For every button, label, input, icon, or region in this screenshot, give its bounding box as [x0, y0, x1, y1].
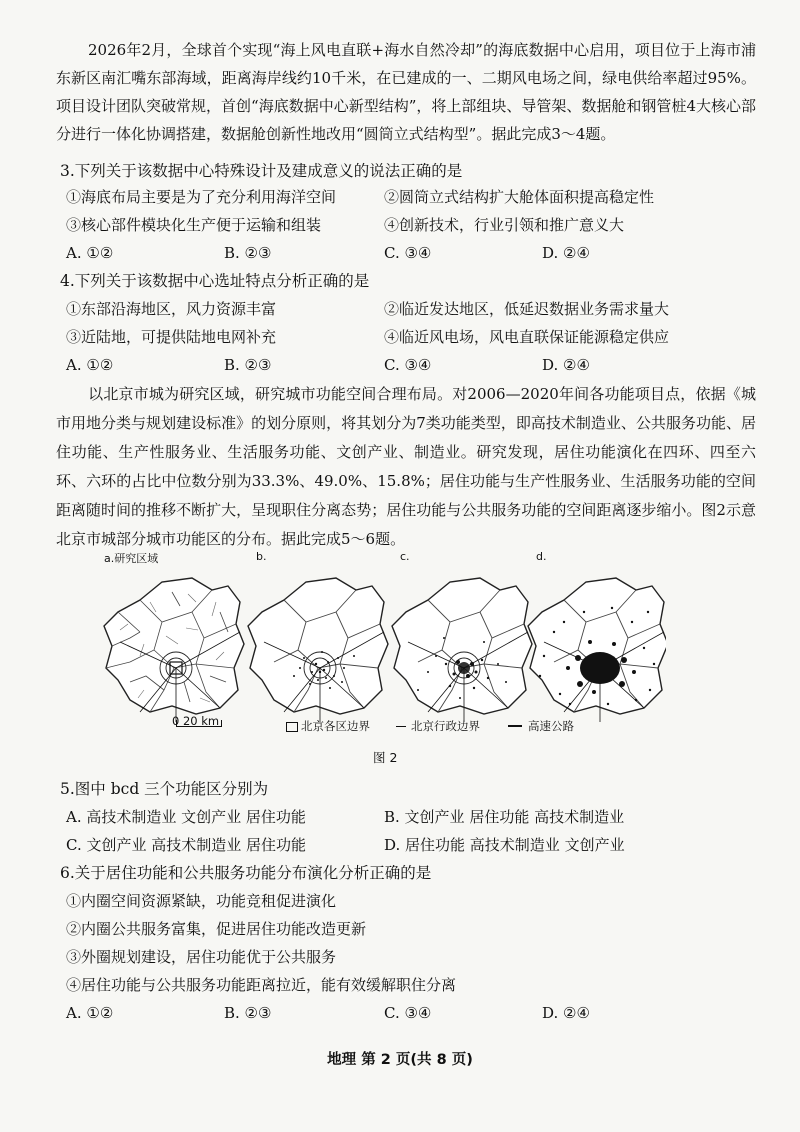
question-3-stem: 3.下列关于该数据中心特殊设计及建成意义的说法正确的是 — [60, 162, 463, 180]
q4-choice-c[interactable]: C. ③④ — [384, 356, 432, 374]
q6-item-1: ①内圈空间资源紧缺，功能竞租促进演化 — [66, 892, 337, 910]
q5-choice-d[interactable]: D. 居住功能 高技术制造业 文创产业 — [384, 836, 625, 854]
q6-choice-a[interactable]: A. ①② — [66, 1004, 114, 1022]
legend-boundary-icon — [396, 726, 406, 727]
page-footer: 地理 第 2 页(共 8 页) — [327, 1052, 473, 1068]
q4-item-2: ②临近发达地区，低延迟数据业务需求量大 — [384, 300, 670, 318]
legend-highway-icon — [508, 725, 522, 727]
q5-choice-c[interactable]: C. 文创产业 高技术制造业 居住功能 — [66, 836, 307, 854]
map-label-b: b. — [256, 550, 267, 563]
q6-item-4: ④居住功能与公共服务功能距离拉近，能有效缓解职住分离 — [66, 976, 457, 994]
q6-choice-b[interactable]: B. ②③ — [224, 1004, 272, 1022]
map-c — [392, 578, 532, 722]
question-5-stem: 5.图中 bcd 三个功能区分别为 — [60, 780, 269, 798]
map-d — [528, 578, 666, 722]
legend-highway: 高速公路 — [528, 719, 574, 733]
map-a — [104, 578, 244, 722]
figure-caption: 图 2 — [373, 750, 398, 765]
map-label-d: d. — [536, 550, 547, 563]
q4-item-4: ④临近风电场，风电直联保证能源稳定供应 — [384, 328, 670, 346]
q3-choice-a[interactable]: A. ①② — [66, 244, 114, 262]
passage-data-center: 2026年2月，全球首个实现“海上风电直联+海水自然冷却”的海底数据中心启用，项目位于上海市浦东新区南汇嘴东部海域，距离海岸线约10千米，在已建成的一、二期风电场之间，绿电供给率超过95%。项目设计团队突破常规，首创“海底数据中心新型结构”，将上部组块、导管架、数据舱和钢管桩4大核心部分进行一体化协调搭建，数据舱创新性地改用“圆筒立式结构型”。据此完成3～4题。 — [56, 41, 756, 143]
q3-choice-d[interactable]: D. ②④ — [542, 244, 590, 262]
legend-boundary: 北京行政边界 — [411, 719, 480, 733]
passage-beijing: 以北京市城为研究区域，研究城市功能空间合理布局。对2006—2020年间各功能项目点，依据《城市用地分类与规划建设标准》的划分原则，将其划分为7类功能类型，即高技术制造业、公共服务功能、居住功能、生产性服务业、生活服务功能、文创产业、制造业。研究发现，居住功能演化在四环、四至六环、六环的占比中位数分别为33.3%、49.0%、15.8%；居住功能与生产性服务业、生活服务功能的空间距离随时间的推移不断扩大，呈现职住分离态势；居住功能与公共服务功能的空间距离逐步缩小。图2示意北京市城部分城市功能区的分布。据此完成5～6题。 — [56, 385, 756, 548]
q3-choice-b[interactable]: B. ②③ — [224, 244, 272, 262]
map-label-c: c. — [400, 550, 410, 563]
question-6-stem: 6.关于居住功能和公共服务功能分布演化分析正确的是 — [60, 864, 432, 882]
legend-district: 北京各区边界 — [301, 719, 370, 733]
q6-item-2: ②内圈公共服务富集，促进居住功能改造更新 — [66, 920, 367, 938]
q5-choice-a[interactable]: A. 高技术制造业 文创产业 居住功能 — [66, 808, 306, 826]
scale-label: 0 20 km — [172, 714, 220, 728]
legend-district-icon — [286, 722, 298, 732]
q3-item-3: ③核心部件模块化生产便于运输和组装 — [66, 216, 322, 234]
map-label-a: a.研究区域 — [104, 552, 159, 565]
q4-item-1: ①东部沿海地区，风力资源丰富 — [66, 300, 277, 318]
q5-choice-b[interactable]: B. 文创产业 居住功能 高技术制造业 — [384, 808, 625, 826]
map-panels — [96, 568, 666, 738]
q4-item-3: ③近陆地，可提供陆地电网补充 — [66, 328, 277, 346]
q3-item-1: ①海底布局主要是为了充分利用海洋空间 — [66, 188, 337, 206]
q3-item-4: ④创新技术，行业引领和推广意义大 — [384, 216, 625, 234]
q4-choice-a[interactable]: A. ①② — [66, 356, 114, 374]
q6-choice-c[interactable]: C. ③④ — [384, 1004, 432, 1022]
q6-choice-d[interactable]: D. ②④ — [542, 1004, 590, 1022]
figure-2-maps — [96, 550, 666, 750]
q4-choice-d[interactable]: D. ②④ — [542, 356, 590, 374]
q4-choice-b[interactable]: B. ②③ — [224, 356, 272, 374]
q3-item-2: ②圆筒立式结构扩大舱体面积提高稳定性 — [384, 188, 655, 206]
map-b — [248, 578, 388, 722]
q6-item-3: ③外圈规划建设，居住功能优于公共服务 — [66, 948, 337, 966]
question-4-stem: 4.下列关于该数据中心选址特点分析正确的是 — [60, 272, 370, 290]
q3-choice-c[interactable]: C. ③④ — [384, 244, 432, 262]
